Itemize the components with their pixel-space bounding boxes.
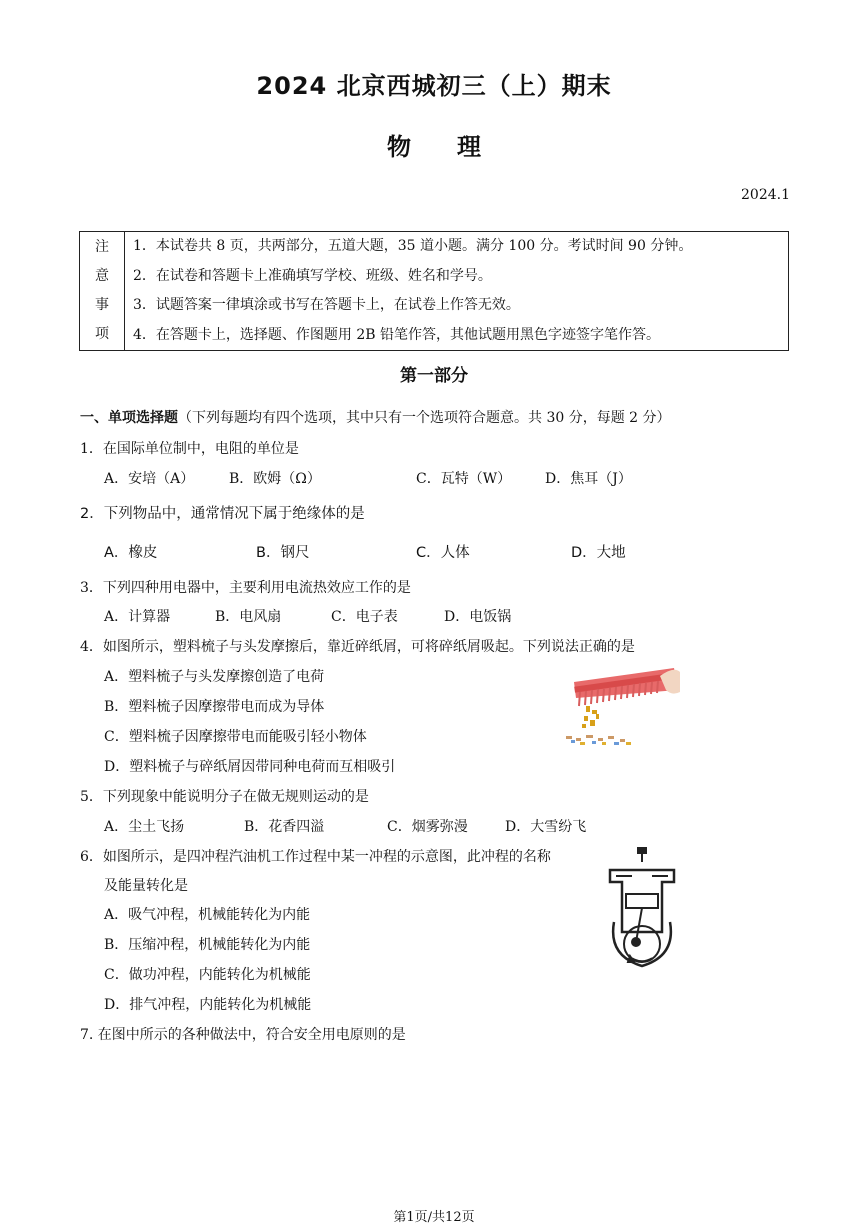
question-option: A．吸气冲程，机械能转化为内能 [104, 907, 311, 923]
notice-item: 2．在试卷和答题卡上准确填写学校、班级、姓名和学号。 [133, 267, 492, 284]
question-stem: 2．下列物品中，通常情况下属于绝缘体的是 [80, 506, 365, 522]
question-option: C．塑料梳子因摩擦带电而能吸引轻小物体 [104, 729, 367, 745]
question-option: B．欧姆（Ω） [229, 471, 321, 487]
question-option: D．大雪纷飞 [505, 819, 587, 835]
section-title: 一、单项选择题 [80, 410, 178, 426]
question-option: C．人体 [416, 545, 470, 561]
question-option: C．烟雾弥漫 [387, 819, 468, 835]
question-option: D．电饭锅 [444, 609, 512, 625]
question-stem-continued: 及能量转化是 [104, 878, 188, 894]
question-option: C．电子表 [331, 609, 398, 625]
question-option: C．做功冲程，内能转化为机械能 [104, 967, 311, 983]
question-option: D．塑料梳子与碎纸屑因带同种电荷而互相吸引 [104, 759, 396, 775]
question-option: A．橡皮 [104, 545, 158, 561]
question-option: B．电风扇 [215, 609, 282, 625]
section-instruction: （下列每题均有四个选项，其中只有一个选项符合题意。共 30 分，每题 2 分） [178, 410, 671, 426]
engine-stroke-diagram [604, 846, 680, 972]
section-header [80, 407, 671, 427]
notice-item: 3．试题答案一律填涂或书写在答题卡上，在试卷上作答无效。 [133, 297, 520, 313]
question-stem: 7. 在图中所示的各种做法中，符合安全用电原则的是 [80, 1027, 406, 1043]
notice-table [79, 231, 789, 351]
question-stem: 4．如图所示，塑料梳子与头发摩擦后，靠近碎纸屑，可将碎纸屑吸起。下列说法正确的是 [80, 639, 635, 655]
exam-date: 2024.1 [741, 187, 790, 203]
notice-heading [80, 232, 125, 351]
notice-item: 1．本试卷共 8 页，共两部分，五道大题，35 道小题。满分 100 分。考试时间 90 分钟。 [133, 238, 693, 254]
question-option: D．焦耳（J） [545, 471, 632, 487]
page-footer: 第1页/共12页 [393, 1210, 475, 1225]
question-option: B．钢尺 [256, 545, 310, 561]
comb-paper-illustration [562, 662, 680, 748]
question-option: A．尘土飞扬 [104, 819, 185, 835]
question-option: D．排气冲程，内能转化为机械能 [104, 997, 312, 1013]
question-option: A．计算器 [104, 609, 171, 625]
question-stem: 5．下列现象中能说明分子在做无规则运动的是 [80, 789, 369, 805]
question-option: B．花香四溢 [244, 819, 325, 835]
part-title: 第一部分 [400, 366, 468, 386]
question-option: D．大地 [571, 545, 626, 561]
question-stem: 6．如图所示，是四冲程汽油机工作过程中某一冲程的示意图，此冲程的名称 [80, 849, 551, 865]
notice-heading-char: 事 [95, 297, 109, 313]
question-option: B．塑料梳子因摩擦带电而成为导体 [104, 699, 325, 715]
question-option: A．安培（A） [104, 471, 195, 487]
notice-items [125, 232, 789, 351]
question-option: B．压缩冲程，机械能转化为内能 [104, 937, 311, 953]
exam-title: 2024 北京西城初三（上）期末 [256, 72, 612, 100]
notice-heading-char: 注 [95, 239, 109, 255]
subject-title: 物理 [387, 133, 527, 161]
question-option: C．瓦特（W） [416, 471, 512, 487]
notice-heading-char: 意 [95, 268, 109, 284]
notice-heading-char: 项 [95, 326, 109, 342]
question-option: A．塑料梳子与头发摩擦创造了电荷 [104, 669, 325, 685]
notice-item: 4．在答题卡上，选择题、作图题用 2B 铅笔作答，其他试题用黑色字迹签字笔作答。 [133, 326, 661, 343]
question-stem: 1．在国际单位制中，电阻的单位是 [80, 441, 299, 457]
question-stem: 3．下列四种用电器中，主要利用电流热效应工作的是 [80, 580, 411, 596]
